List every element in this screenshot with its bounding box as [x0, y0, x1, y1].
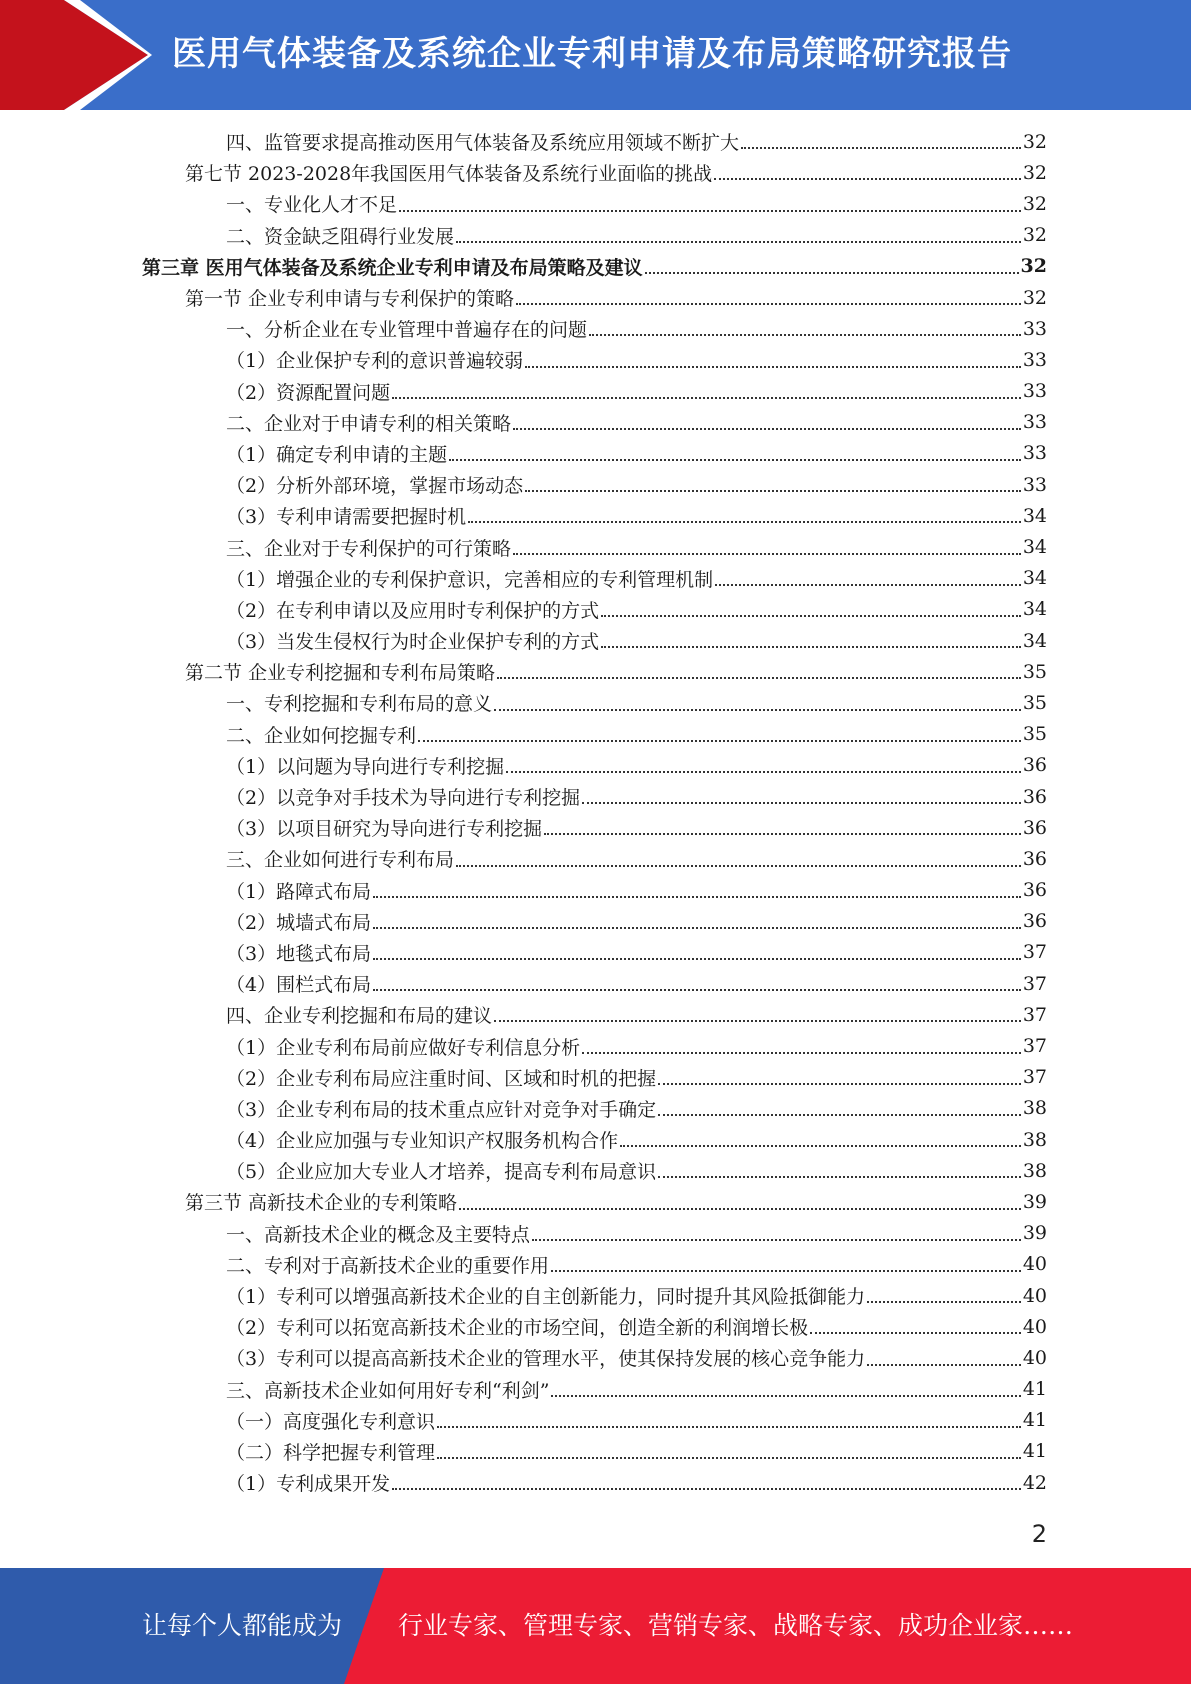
- toc-entry-page: 33: [1022, 380, 1047, 403]
- toc-dot-leader: [532, 1238, 1021, 1241]
- toc-dot-leader: [645, 271, 1019, 274]
- toc-entry[interactable]: [0, 1186, 1191, 1217]
- toc-entry-page: 37: [1022, 1035, 1047, 1058]
- toc-dot-leader: [658, 1113, 1021, 1116]
- toc-entry[interactable]: [0, 1374, 1191, 1405]
- page-header: [0, 0, 1191, 110]
- toc-dot-leader: [525, 365, 1021, 368]
- toc-entry-title: （2）在专利申请以及应用时专利保护的方式: [226, 599, 600, 622]
- toc-entry-title: （2）资源配置问题: [226, 381, 391, 404]
- toc-dot-leader: [582, 801, 1021, 804]
- toc-entry-title: （2）城墙式布局: [226, 911, 372, 934]
- toc-entry-title: （1）企业保护专利的意识普遍较弱: [226, 350, 524, 373]
- toc-entry-page: 40: [1022, 1346, 1047, 1369]
- toc-dot-leader: [449, 458, 1021, 461]
- toc-dot-leader: [373, 895, 1021, 898]
- toc-entry-title: （二）科学把握专利管理: [226, 1441, 436, 1464]
- toc-dot-leader: [715, 583, 1021, 586]
- footer-slogan-right: 行业专家、管理专家、营销专家、战略专家、成功企业家……: [398, 1611, 1074, 1640]
- toc-entry-page: 36: [1022, 754, 1047, 777]
- toc-dot-leader: [867, 1300, 1021, 1303]
- toc-entry[interactable]: [0, 906, 1191, 937]
- toc-entry-page: 38: [1022, 1128, 1047, 1151]
- toc-dot-leader: [373, 926, 1021, 929]
- toc-entry-page: 37: [1022, 1003, 1047, 1026]
- toc-entry-page: 38: [1022, 1097, 1047, 1120]
- toc-entry[interactable]: [0, 1280, 1191, 1311]
- toc-entry-title: 三、企业对于专利保护的可行策略: [226, 537, 512, 560]
- toc-entry[interactable]: [0, 1030, 1191, 1061]
- toc-dot-leader: [456, 240, 1021, 243]
- toc-entry[interactable]: [0, 1093, 1191, 1124]
- toc-entry-title: （1）专利可以增强高新技术企业的自主创新能力，同时提升其风险抵御能力: [226, 1286, 866, 1309]
- toc-entry-page: 38: [1022, 1159, 1047, 1182]
- toc-dot-leader: [392, 396, 1021, 399]
- toc-dot-leader: [544, 832, 1021, 835]
- toc-entry-title: 二、企业如何挖掘专利: [226, 724, 417, 747]
- toc-entry-page: 40: [1022, 1253, 1047, 1276]
- toc-entry-title: （3）以项目研究为导向进行专利挖掘: [226, 818, 543, 841]
- toc-entry[interactable]: [0, 500, 1191, 531]
- toc-entry-page: 32: [1020, 255, 1047, 278]
- toc-entry[interactable]: [0, 188, 1191, 219]
- header-red-chevron: [0, 0, 150, 110]
- toc-entry-title: 四、监管要求提高推动医用气体装备及系统应用领域不断扩大: [226, 132, 740, 155]
- toc-entry[interactable]: [0, 812, 1191, 843]
- toc-entry[interactable]: [0, 1249, 1191, 1280]
- toc-entry-page: 37: [1022, 1066, 1047, 1089]
- toc-dot-leader: [601, 645, 1021, 648]
- toc-entry-title: 一、分析企业在专业管理中普遍存在的问题: [226, 319, 588, 342]
- toc-entry-title: （1）路障式布局: [226, 880, 372, 903]
- toc-entry[interactable]: [0, 531, 1191, 562]
- toc-entry[interactable]: [0, 719, 1191, 750]
- toc-entry-page: 36: [1022, 785, 1047, 808]
- toc-entry-title: 一、专利挖掘和专利布局的意义: [226, 693, 493, 716]
- toc-entry[interactable]: [0, 251, 1191, 282]
- toc-entry-title: 三、企业如何进行专利布局: [226, 849, 455, 872]
- toc-entry-page: 36: [1022, 910, 1047, 933]
- toc-dot-leader: [810, 1331, 1021, 1334]
- toc-entry[interactable]: [0, 968, 1191, 999]
- toc-entry-title: 第二节 企业专利挖掘和专利布局策略: [185, 662, 496, 685]
- toc-dot-leader: [437, 1456, 1021, 1459]
- toc-dot-leader: [601, 614, 1021, 617]
- toc-entry-title: 四、企业专利挖掘和布局的建议: [226, 1005, 493, 1028]
- toc-entry-title: （2）企业专利布局应注重时间、区域和时机的把握: [226, 1067, 657, 1090]
- toc-entry-page: 35: [1022, 660, 1047, 683]
- toc-entry[interactable]: [0, 625, 1191, 656]
- toc-dot-leader: [513, 552, 1021, 555]
- toc-entry-title: 一、高新技术企业的概念及主要特点: [226, 1223, 531, 1246]
- toc-entry-page: 36: [1022, 816, 1047, 839]
- toc-entry-page: 36: [1022, 847, 1047, 870]
- toc-entry-title: 第一节 企业专利申请与专利保护的策略: [185, 288, 515, 311]
- table-of-contents: [0, 126, 1191, 1498]
- toc-entry[interactable]: [0, 1155, 1191, 1186]
- toc-entry[interactable]: [0, 282, 1191, 313]
- toc-entry-title: （1）以问题为导向进行专利挖掘: [226, 755, 505, 778]
- toc-entry-page: 32: [1022, 130, 1047, 153]
- toc-entry-page: 33: [1022, 411, 1047, 434]
- toc-entry-page: 37: [1022, 941, 1047, 964]
- toc-entry-page: 34: [1022, 598, 1047, 621]
- report-title: 医用气体装备及系统企业专利申请及布局策略研究报告: [172, 34, 1012, 74]
- toc-entry-title: （5）企业应加大专业人才培养，提高专利布局意识: [226, 1161, 657, 1184]
- toc-dot-leader: [525, 489, 1021, 492]
- toc-entry[interactable]: [0, 1218, 1191, 1249]
- toc-entry-page: 34: [1022, 567, 1047, 590]
- toc-entry-page: 32: [1022, 224, 1047, 247]
- toc-entry-page: 34: [1022, 504, 1047, 527]
- toc-entry-title: （2）分析外部环境，掌握市场动态: [226, 475, 524, 498]
- toc-entry-page: 32: [1022, 192, 1047, 215]
- toc-entry-page: 33: [1022, 348, 1047, 371]
- toc-entry-title: 一、专业化人才不足: [226, 194, 398, 217]
- page-footer: [0, 1568, 1191, 1684]
- toc-entry[interactable]: [0, 1124, 1191, 1155]
- toc-entry-title: 二、专利对于高新技术企业的重要作用: [226, 1254, 550, 1277]
- toc-entry-page: 41: [1022, 1378, 1047, 1401]
- toc-dot-leader: [516, 302, 1021, 305]
- toc-entry-page: 34: [1022, 629, 1047, 652]
- toc-entry-title: （4）企业应加强与专业知识产权服务机构合作: [226, 1130, 619, 1153]
- toc-entry[interactable]: [0, 843, 1191, 874]
- toc-entry-page: 41: [1022, 1440, 1047, 1463]
- toc-entry-title: （4）围栏式布局: [226, 974, 372, 997]
- toc-dot-leader: [620, 1144, 1021, 1147]
- footer-slogan-left: 让每个人都能成为: [142, 1611, 343, 1640]
- toc-entry-page: 34: [1022, 536, 1047, 559]
- toc-entry[interactable]: [0, 344, 1191, 375]
- toc-entry-title: （1）专利成果开发: [226, 1473, 391, 1496]
- toc-entry[interactable]: [0, 220, 1191, 251]
- toc-entry-page: 37: [1022, 972, 1047, 995]
- toc-entry[interactable]: [0, 656, 1191, 687]
- toc-dot-leader: [551, 1269, 1021, 1272]
- toc-entry-page: 33: [1022, 442, 1047, 465]
- toc-entry[interactable]: [0, 1436, 1191, 1467]
- toc-entry[interactable]: [0, 563, 1191, 594]
- toc-entry[interactable]: [0, 875, 1191, 906]
- toc-entry[interactable]: [0, 594, 1191, 625]
- toc-entry-page: 40: [1022, 1315, 1047, 1338]
- toc-entry[interactable]: [0, 376, 1191, 407]
- toc-entry[interactable]: [0, 126, 1191, 157]
- toc-dot-leader: [513, 427, 1021, 430]
- toc-entry-title: （一）高度强化专利意识: [226, 1410, 436, 1433]
- toc-entry-title: 二、资金缺乏阻碍行业发展: [226, 225, 455, 248]
- toc-entry-title: （3）地毯式布局: [226, 942, 372, 965]
- toc-entry[interactable]: [0, 1062, 1191, 1093]
- toc-dot-leader: [551, 1394, 1020, 1397]
- toc-dot-leader: [468, 520, 1021, 523]
- toc-dot-leader: [589, 333, 1021, 336]
- toc-entry-title: 第三章 医用气体装备及系统企业专利申请及布局策略及建议: [142, 256, 643, 279]
- toc-entry-page: 42: [1022, 1471, 1047, 1494]
- toc-entry[interactable]: [0, 1467, 1191, 1498]
- toc-entry[interactable]: [0, 781, 1191, 812]
- toc-entry-title: （3）当发生侵权行为时企业保护专利的方式: [226, 631, 600, 654]
- toc-dot-leader: [373, 957, 1021, 960]
- toc-entry-page: 36: [1022, 879, 1047, 902]
- toc-dot-leader: [456, 864, 1021, 867]
- page-number: 2: [1031, 1520, 1047, 1548]
- toc-entry-title: 二、企业对于申请专利的相关策略: [226, 412, 512, 435]
- toc-entry[interactable]: [0, 750, 1191, 781]
- toc-entry-page: 35: [1022, 723, 1047, 746]
- toc-entry-page: 33: [1022, 473, 1047, 496]
- toc-entry[interactable]: [0, 1342, 1191, 1373]
- toc-entry-page: 41: [1022, 1409, 1047, 1432]
- toc-entry-page: 39: [1022, 1190, 1047, 1213]
- toc-entry[interactable]: [0, 1405, 1191, 1436]
- toc-entry-title: （3）专利可以提高高新技术企业的管理水平，使其保持发展的核心竞争能力: [226, 1348, 866, 1371]
- toc-dot-leader: [494, 708, 1021, 711]
- toc-entry-title: （1）增强企业的专利保护意识，完善相应的专利管理机制: [226, 568, 714, 591]
- toc-entry-page: 32: [1022, 161, 1047, 184]
- toc-entry[interactable]: [0, 999, 1191, 1030]
- toc-dot-leader: [714, 177, 1021, 180]
- toc-entry-title: （3）企业专利布局的技术重点应针对竞争对手确定: [226, 1098, 657, 1121]
- toc-dot-leader: [459, 1207, 1021, 1210]
- toc-entry-title: （2）以竞争对手技术为导向进行专利挖掘: [226, 787, 581, 810]
- toc-entry-page: 32: [1022, 286, 1047, 309]
- toc-dot-leader: [867, 1363, 1021, 1366]
- toc-entry[interactable]: [0, 438, 1191, 469]
- toc-entry-title: （1）企业专利布局前应做好专利信息分析: [226, 1036, 581, 1059]
- toc-entry[interactable]: [0, 687, 1191, 718]
- toc-entry-page: 39: [1022, 1222, 1047, 1245]
- toc-dot-leader: [399, 209, 1021, 212]
- toc-entry[interactable]: [0, 937, 1191, 968]
- toc-dot-leader: [418, 739, 1021, 742]
- toc-dot-leader: [741, 146, 1021, 149]
- toc-entry[interactable]: [0, 407, 1191, 438]
- toc-dot-leader: [497, 676, 1021, 679]
- toc-dot-leader: [392, 1487, 1021, 1490]
- toc-dot-leader: [582, 1051, 1021, 1054]
- toc-dot-leader: [494, 1019, 1021, 1022]
- toc-dot-leader: [506, 770, 1021, 773]
- toc-entry[interactable]: [0, 469, 1191, 500]
- toc-entry-title: 第三节 高新技术企业的专利策略: [185, 1192, 458, 1215]
- toc-entry-page: 40: [1022, 1284, 1047, 1307]
- toc-dot-leader: [373, 988, 1021, 991]
- toc-dot-leader: [658, 1082, 1021, 1085]
- toc-entry-title: 第七节 2023-2028年我国医用气体装备及系统行业面临的挑战: [185, 163, 713, 186]
- toc-entry[interactable]: [0, 1311, 1191, 1342]
- toc-entry[interactable]: [0, 157, 1191, 188]
- toc-entry-title: 三、高新技术企业如何用好专利“利剑”: [226, 1379, 550, 1402]
- toc-entry-page: 33: [1022, 317, 1047, 340]
- toc-entry-page: 35: [1022, 691, 1047, 714]
- toc-dot-leader: [437, 1425, 1021, 1428]
- toc-entry-title: （2）专利可以拓宽高新技术企业的市场空间，创造全新的利润增长极: [226, 1317, 809, 1340]
- toc-entry-title: （3）专利申请需要把握时机: [226, 506, 467, 529]
- toc-entry[interactable]: [0, 313, 1191, 344]
- toc-entry-title: （1）确定专利申请的主题: [226, 443, 448, 466]
- toc-dot-leader: [658, 1175, 1021, 1178]
